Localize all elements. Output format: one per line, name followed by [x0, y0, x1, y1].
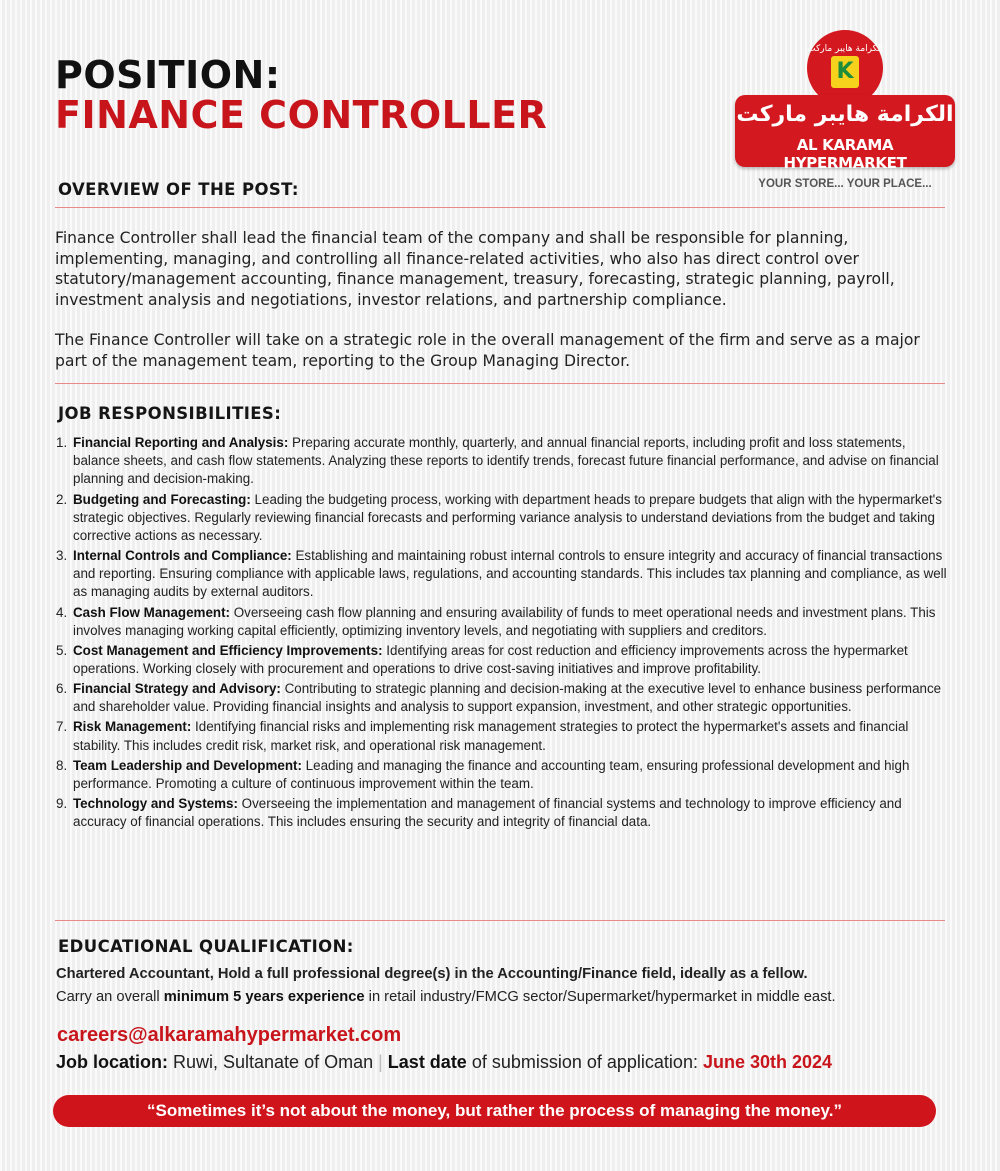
- experience-requirement: Carry an overall minimum 5 years experience in retail industry/FMCG sector/Supermarket/hypermarket in middle east.: [56, 989, 836, 1005]
- list-item: 2. Budgeting and Forecasting: Leading the budgeting process, working with department heads to prepare budgets that align with the hypermarket's strategic objectives. Regularly reviewing financial forecasts and performing variance analysis to understand deviations from the budget and taking corrective actions as necessary.: [56, 491, 942, 543]
- shopping-bag-icon: K: [831, 56, 859, 88]
- quote-banner: “Sometimes it’s not about the money, but rather the process of managing the money.”: [53, 1095, 936, 1127]
- education-divider: [55, 920, 945, 921]
- page-title: [55, 55, 547, 135]
- logo-english-name: AL KARAMA HYPERMARKET: [783, 136, 907, 172]
- logo-badge-arabic-text: الكرامة هايبر ماركت: [807, 44, 883, 54]
- responsibilities-divider: [55, 383, 945, 384]
- overview-paragraph-2: The Finance Controller will take on a strategic role in the overall management of the firm and serve as a major part of the management team, reporting to the Group Managing Director.: [55, 331, 920, 370]
- overview-heading: OVERVIEW OF THE POST:: [58, 180, 299, 199]
- list-item: 6. Financial Strategy and Advisory: Contributing to strategic planning and decision-making at the executive level to enhance business performance and shareholder value. Providing financial insights and analysis to support expansion, investment, and other strategic opportunities.: [56, 681, 942, 715]
- company-logo: [735, 30, 955, 195]
- list-item: 4. Cash Flow Management: Overseeing cash flow planning and ensuring availability of funds to meet operational needs and investment plans. This involves managing working capital efficiently, optimizing inventory levels, and negotiating with suppliers and creditors.: [56, 604, 936, 638]
- list-item: 3. Internal Controls and Compliance: Establishing and maintaining robust internal controls to ensure integrity and accuracy of financial transactions and reporting. Ensuring compliance with applicable laws, regulations, and accounting standards. This includes tax planning and compliance, as well as managing audits by external auditors.: [56, 548, 947, 600]
- list-item: 1. Financial Reporting and Analysis: Preparing accurate monthly, quarterly, and annual financial reports, including profit and loss statements, balance sheets, and cash flow statements. Analyzing these reports to identify trends, forecast future financial performance, and advise on financial planning and decision-making.: [56, 435, 939, 487]
- education-requirement: Chartered Accountant, Hold a full professional degree(s) in the Accounting/Finance field, ideally as a fellow.: [56, 966, 808, 982]
- title-job-name: FINANCE CONTROLLER: [55, 93, 548, 137]
- list-item: 9. Technology and Systems: Overseeing the implementation and management of financial systems and technology to improve efficiency and accuracy of financial operations. This includes ensuring the security and integrity of financial data.: [56, 795, 902, 830]
- logo-tagline: YOUR STORE... YOUR PLACE...: [758, 178, 932, 190]
- deadline-date: June 30th 2024: [702, 1052, 833, 1072]
- job-location-line: Job location: Ruwi, Sultanate of Oman | Last date of submission of application: June 30th 2024: [56, 1052, 833, 1072]
- responsibilities-list: [56, 434, 951, 833]
- list-item: 7. Risk Management: Identifying financial risks and implementing risk management strategies to protect the hypermarket's assets and financial stability. This includes credit risk, market risk, and operational risk management.: [56, 719, 909, 753]
- overview-divider: [55, 207, 945, 208]
- logo-arabic-name: الكرامة هايبر ماركت: [736, 102, 954, 127]
- list-item: 5. Cost Management and Efficiency Improvements: Identifying areas for cost reduction and efficiency improvements across the hypermarket operations. Working closely with procurement and operations to drive cost-saving initiatives and improve profitability.: [56, 642, 908, 676]
- careers-email-link[interactable]: careers@alkaramahypermarket.com: [57, 1024, 402, 1046]
- title-position-label: POSITION:: [55, 53, 281, 97]
- list-item: 8. Team Leadership and Development: Leading and managing the finance and accounting team, ensuring professional development and high performance. Promoting a culture of continuous improvement within the team.: [56, 757, 910, 791]
- responsibilities-heading: JOB RESPONSIBILITIES:: [58, 404, 282, 423]
- education-heading: EDUCATIONAL QUALIFICATION:: [58, 937, 354, 956]
- overview-paragraph-1: Finance Controller shall lead the financial team of the company and shall be responsible for planning, implementing, managing, and controlling all finance-related activities, who also has direct control over statutory/management accounting, finance management, treasury, forecasting, strategic planning, payroll, investment analysis and negotiations, investor relations, and partnership compliance.: [55, 229, 895, 309]
